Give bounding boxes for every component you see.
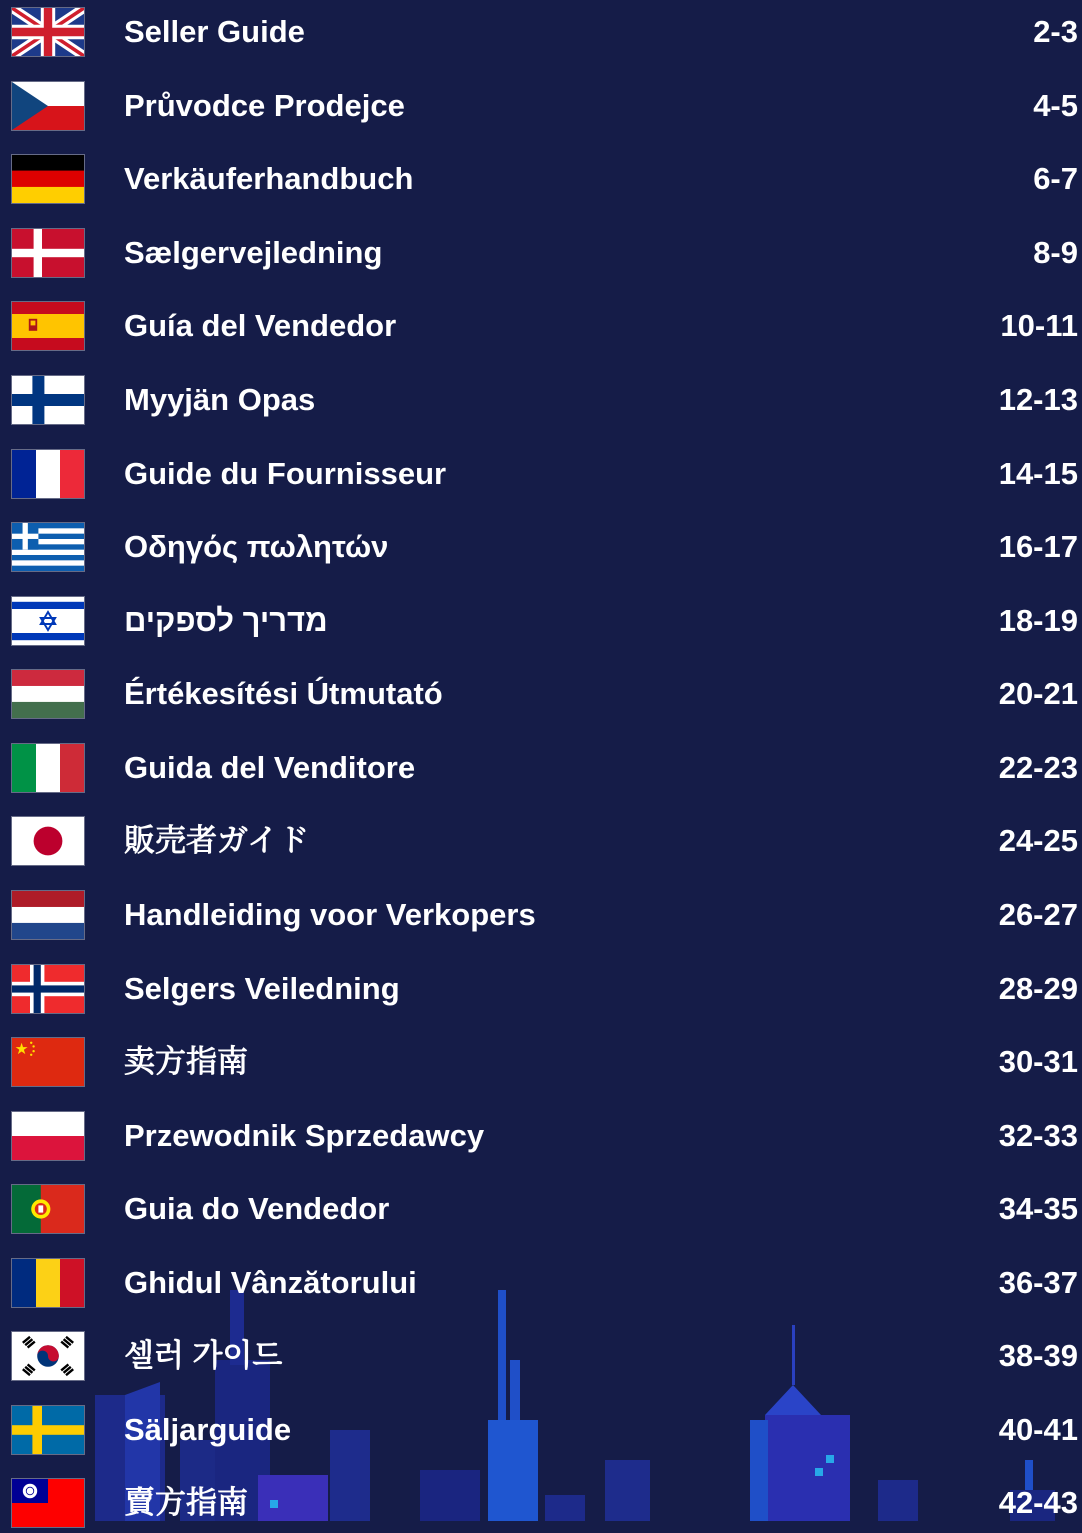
toc-row[interactable] xyxy=(0,738,1082,798)
taiwan-flag-icon xyxy=(12,1479,84,1527)
toc-title: Ghidul Vânzătorului xyxy=(124,1265,417,1300)
toc-title: Guide du Fournisseur xyxy=(124,456,447,491)
toc-pages: 6-7 xyxy=(1033,161,1078,196)
toc-row[interactable] xyxy=(0,149,1082,209)
toc-pages: 14-15 xyxy=(998,456,1078,491)
toc-row[interactable] xyxy=(0,591,1082,651)
south-korea-flag-icon xyxy=(12,1332,84,1380)
toc-row[interactable] xyxy=(0,1032,1082,1092)
toc-title: Sælgervejledning xyxy=(124,235,383,270)
toc-row[interactable] xyxy=(0,1253,1082,1313)
toc-title: Säljarguide xyxy=(124,1412,292,1447)
spain-flag-icon xyxy=(12,302,84,350)
japan-flag-icon xyxy=(12,817,84,865)
toc-row[interactable] xyxy=(0,1106,1082,1166)
toc-row[interactable] xyxy=(0,959,1082,1019)
israel-flag-icon xyxy=(12,597,84,645)
toc-pages: 32-33 xyxy=(998,1118,1078,1153)
toc-row[interactable] xyxy=(0,811,1082,871)
uk-flag-icon xyxy=(12,8,84,56)
toc-row[interactable] xyxy=(0,223,1082,283)
toc-title: Myyjän Opas xyxy=(124,382,316,417)
toc-pages: 18-19 xyxy=(998,603,1078,638)
china-flag-icon xyxy=(12,1038,84,1086)
hungary-flag-icon xyxy=(12,670,84,718)
toc-pages: 40-41 xyxy=(998,1412,1078,1447)
toc-pages: 16-17 xyxy=(998,529,1078,564)
denmark-flag-icon xyxy=(12,229,84,277)
toc-pages: 2-3 xyxy=(1033,14,1078,49)
toc-pages: 36-37 xyxy=(998,1265,1078,1300)
toc-title: Handleiding voor Verkopers xyxy=(124,897,536,932)
toc-row[interactable] xyxy=(0,885,1082,945)
toc-title: Przewodnik Sprzedawcy xyxy=(124,1118,485,1153)
poland-flag-icon xyxy=(12,1112,84,1160)
toc-title: 販売者ガイド xyxy=(124,823,310,858)
greece-flag-icon xyxy=(12,523,84,571)
toc-pages: 42-43 xyxy=(998,1485,1078,1520)
toc-pages: 8-9 xyxy=(1033,235,1078,270)
toc-row[interactable] xyxy=(0,1326,1082,1386)
toc-title: Guia do Vendedor xyxy=(124,1191,390,1226)
toc-pages: 4-5 xyxy=(1033,88,1078,123)
toc-pages: 20-21 xyxy=(998,676,1078,711)
romania-flag-icon xyxy=(12,1259,84,1307)
toc-pages: 24-25 xyxy=(998,823,1078,858)
toc-title: Verkäuferhandbuch xyxy=(124,161,414,196)
toc-title: Οδηγός πωλητών xyxy=(124,529,389,564)
france-flag-icon xyxy=(12,450,84,498)
toc-row[interactable] xyxy=(0,76,1082,136)
toc-pages: 26-27 xyxy=(998,897,1078,932)
toc-row[interactable] xyxy=(0,517,1082,577)
toc-title: Értékesítési Útmutató xyxy=(124,676,443,711)
toc-title: 賣方指南 xyxy=(124,1485,248,1520)
toc-row[interactable] xyxy=(0,370,1082,430)
toc-pages: 28-29 xyxy=(998,971,1078,1006)
finland-flag-icon xyxy=(12,376,84,424)
portugal-flag-icon xyxy=(12,1185,84,1233)
toc-row[interactable] xyxy=(0,444,1082,504)
toc-title: מדריך לספקים xyxy=(124,603,328,638)
toc-title: Průvodce Prodejce xyxy=(124,88,405,123)
toc-pages: 30-31 xyxy=(998,1044,1078,1079)
toc-row[interactable] xyxy=(0,664,1082,724)
toc-pages: 12-13 xyxy=(998,382,1078,417)
czech-flag-icon xyxy=(12,82,84,130)
toc-title: Guida del Venditore xyxy=(124,750,416,785)
toc-pages: 38-39 xyxy=(998,1338,1078,1373)
toc-title: Selgers Veiledning xyxy=(124,971,400,1006)
toc-title: 卖方指南 xyxy=(124,1044,248,1079)
germany-flag-icon xyxy=(12,155,84,203)
toc-pages: 10-11 xyxy=(1000,308,1078,343)
toc-row[interactable] xyxy=(0,2,1082,62)
sweden-flag-icon xyxy=(12,1406,84,1454)
netherlands-flag-icon xyxy=(12,891,84,939)
norway-flag-icon xyxy=(12,965,84,1013)
toc-row[interactable] xyxy=(0,1400,1082,1460)
toc-row[interactable] xyxy=(0,1179,1082,1239)
toc-title: 셀러 가이드 xyxy=(124,1338,283,1373)
toc-row[interactable] xyxy=(0,296,1082,356)
toc-pages: 22-23 xyxy=(998,750,1078,785)
italy-flag-icon xyxy=(12,744,84,792)
toc-pages: 34-35 xyxy=(998,1191,1078,1226)
toc-title: Seller Guide xyxy=(124,14,305,49)
toc-title: Guía del Vendedor xyxy=(124,308,397,343)
toc-row[interactable] xyxy=(0,1473,1082,1533)
